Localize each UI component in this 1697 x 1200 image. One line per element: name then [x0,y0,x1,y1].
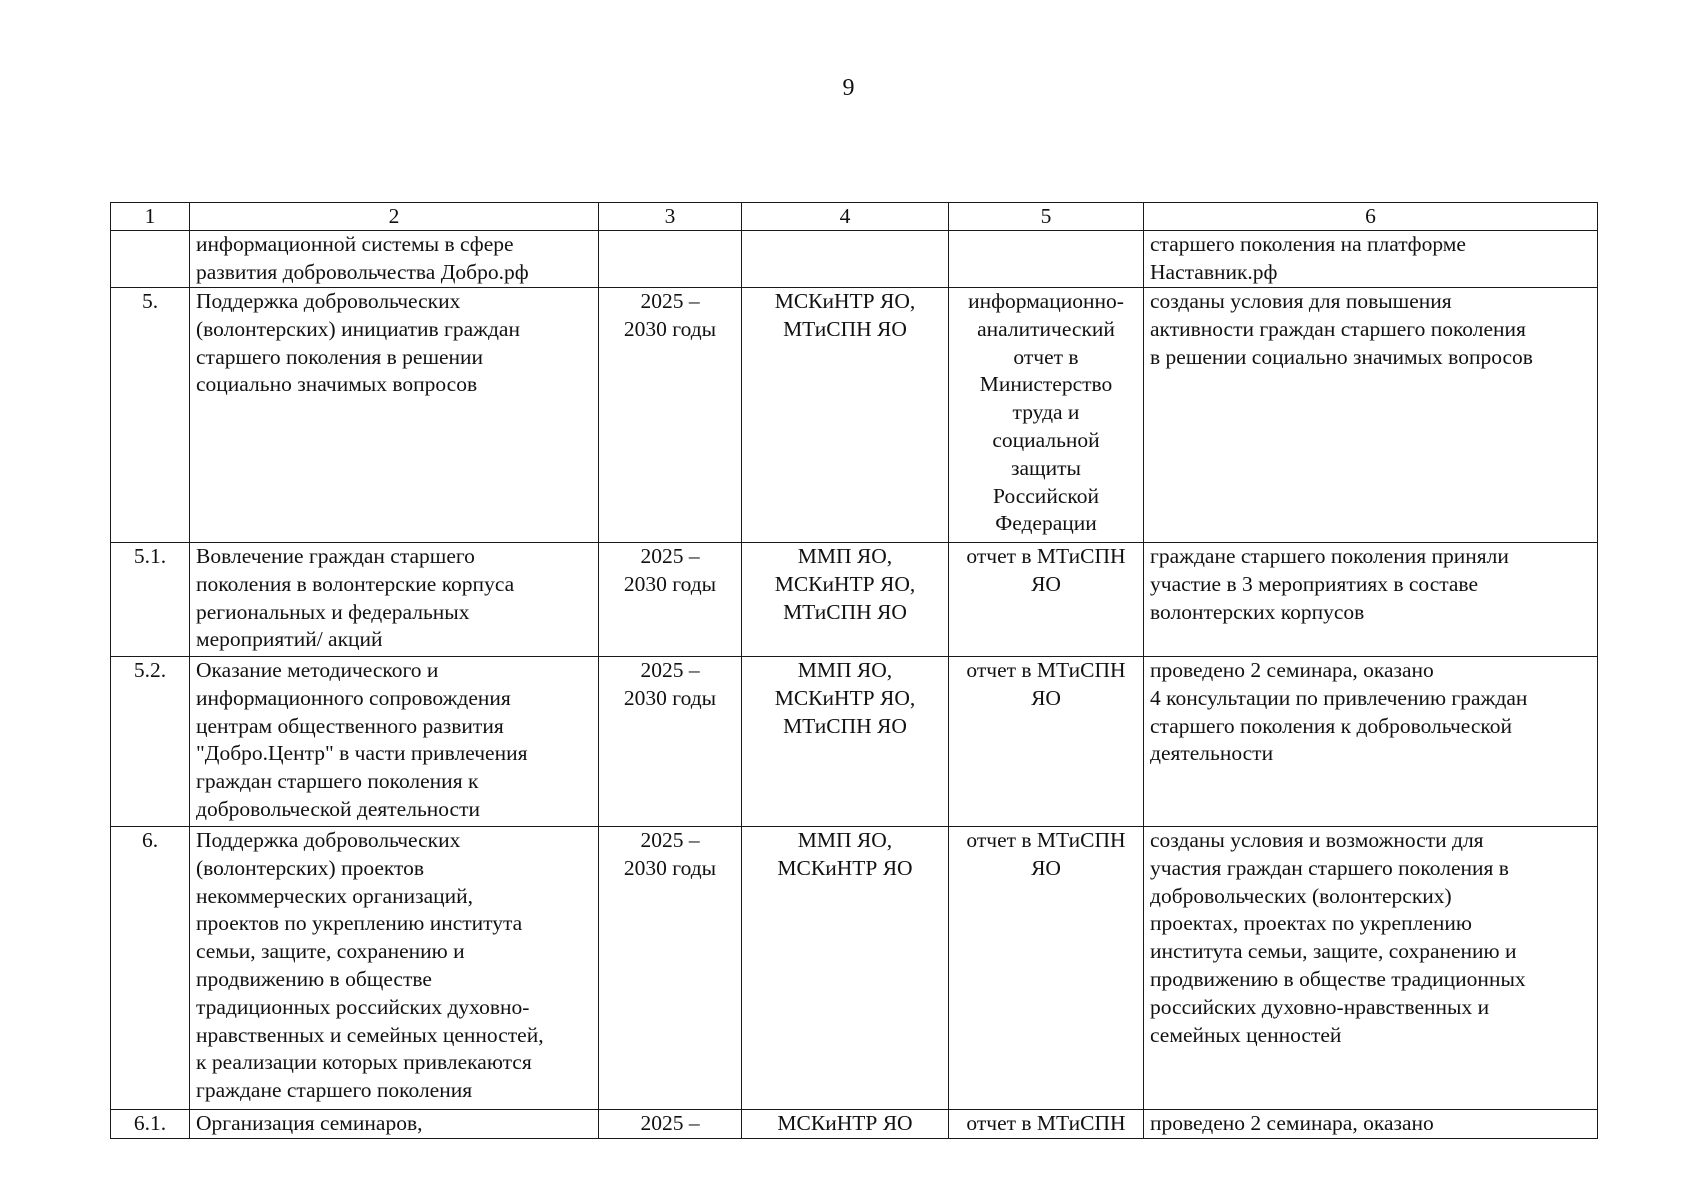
executors-cell [742,1110,949,1139]
activity-plan-table [110,202,1598,1139]
cell-text-line: проведено 2 семинара, оказано [1150,1111,1434,1135]
cell-text-line: 2030 годы [623,685,717,710]
period-cell [599,543,742,657]
cell-text-line: 2025 – [640,544,700,568]
cell-text-line: семейных ценностей [1150,1022,1342,1047]
cell-text-line: 2025 – [640,289,700,313]
column-number-cell: 3 [599,203,742,231]
cell-text-line: Оказание методического и [196,658,439,682]
cell-text-line: 5. [141,289,159,313]
cell-text-line: МСКиНТР ЯО, [774,571,916,596]
period-cell [599,1110,742,1139]
row-number-cell [111,827,190,1110]
cell-text-line: 6.1. [133,1111,167,1135]
cell-text-line: старшего поколения к добровольческой [1150,713,1512,738]
cell-text-line: социальной [992,427,1100,452]
cell-text-line: Федерации [995,511,1097,536]
cell-text-line: "Добро.Центр" в части привлечения [196,741,528,766]
cell-text-line: (волонтерских) проектов [196,855,425,880]
cell-text-line: 5.1. [133,544,167,568]
activity-cell [190,231,599,288]
column-number-cell: 4 [742,203,949,231]
cell-text-line: Поддержка добровольческих [196,289,461,313]
cell-text-line: информационной системы в сфере [196,232,514,256]
table-row [111,288,1598,543]
cell-text-line: МСКиНТР ЯО, [774,289,916,313]
cell-text-line: социально значимых вопросов [196,372,478,397]
cell-text-line: деятельности [1150,741,1274,766]
cell-text-line: 2030 годы [623,571,717,596]
activity-cell [190,288,599,543]
executors-cell [742,827,949,1110]
cell-text-line: волонтерских корпусов [1150,599,1365,624]
cell-text-line: ЯО [1031,571,1061,596]
row-number-cell [111,288,190,543]
cell-text-line: 2025 – [640,828,700,852]
cell-text-line: нравственных и семейных ценностей, [196,1022,544,1047]
cell-text-line: традиционных российских духовно- [196,994,530,1019]
row-number-cell [111,231,190,288]
cell-text-line: в решении социально значимых вопросов [1150,344,1533,369]
report-form-cell [949,288,1144,543]
report-form-cell [949,827,1144,1110]
cell-text-line: Организация семинаров, [196,1111,423,1135]
expected-result-cell [1144,543,1598,657]
cell-text-line: МТиСПН ЯО [783,713,907,738]
cell-text-line: информационного сопровождения [196,685,511,710]
column-number-row [111,203,1598,231]
cell-text-line: продвижению в обществе традиционных [1150,966,1526,991]
cell-text-line: МТиСПН ЯО [783,316,907,341]
cell-text-line: ММП ЯО, [797,544,893,568]
table-body [111,231,1598,1139]
cell-text-line: труда и [1012,400,1080,425]
cell-text-line: отчет в МТиСПН [966,544,1126,568]
cell-text-line: 2030 годы [623,855,717,880]
report-form-cell [949,231,1144,288]
report-form-cell [949,657,1144,827]
cell-text-line: института семьи, защите, сохранению и [1150,939,1517,964]
cell-text-line: проектов по укреплению института [196,911,523,936]
cell-text-line: активности граждан старшего поколения [1150,316,1526,341]
expected-result-cell [1144,827,1598,1110]
period-cell [599,827,742,1110]
cell-text-line: Поддержка добровольческих [196,828,461,852]
expected-result-cell [1144,657,1598,827]
cell-text-line: проведено 2 семинара, оказано [1150,658,1434,682]
column-number-cell: 1 [111,203,190,231]
cell-text-line: аналитический [977,316,1115,341]
cell-text-line: 2025 – [640,658,700,682]
activity-cell [190,827,599,1110]
cell-text-line: некоммерческих организаций, [196,883,474,908]
cell-text-line: ЯО [1031,685,1061,710]
cell-text-line: МСКиНТР ЯО [777,855,913,880]
cell-text-line: старшего поколения в решении [196,344,484,369]
cell-text-line: 2030 годы [623,316,717,341]
period-cell [599,288,742,543]
table-row [111,657,1598,827]
cell-text-line: Министерство [979,372,1113,397]
cell-text-line: Наставник.рф [1150,259,1278,284]
cell-text-line: российских духовно-нравственных и [1150,994,1490,1019]
table-row [111,543,1598,657]
cell-text-line: центрам общественного развития [196,713,504,738]
cell-text-line: ММП ЯО, [797,828,893,852]
cell-text-line: отчет в [1013,344,1079,369]
cell-text-line: граждане старшего поколения [196,1078,473,1103]
cell-text-line: региональных и федеральных [196,599,470,624]
cell-text-line: поколения в волонтерские корпуса [196,571,515,596]
period-cell [599,657,742,827]
cell-text-line: ЯО [1031,855,1061,880]
executors-cell [742,288,949,543]
row-number-cell [111,1110,190,1139]
cell-text-line: информационно- [968,289,1124,313]
cell-text-line: продвижению в обществе [196,966,432,991]
period-cell [599,231,742,288]
cell-text-line: отчет в МТиСПН [966,828,1126,852]
cell-text-line: добровольческих (волонтерских) [1150,883,1452,908]
row-number-cell [111,543,190,657]
cell-text-line: семьи, защите, сохранению и [196,939,465,964]
cell-text-line: отчет в МТиСПН [966,658,1126,682]
cell-text-line: участия граждан старшего поколения в [1150,855,1509,880]
expected-result-cell [1144,231,1598,288]
expected-result-cell [1144,1110,1598,1139]
cell-text-line: проектах, проектах по укреплению [1150,911,1472,936]
cell-text-line: созданы условия и возможности для [1150,828,1484,852]
table-row [111,1110,1598,1139]
cell-text-line: ММП ЯО, [797,658,893,682]
activity-cell [190,543,599,657]
cell-text-line: Российской [993,483,1099,508]
cell-text-line: (волонтерских) инициатив граждан [196,316,520,341]
executors-cell [742,231,949,288]
report-form-cell [949,1110,1144,1139]
table-row [111,827,1598,1110]
cell-text-line: к реализации которых привлекаются [196,1050,532,1075]
activity-cell [190,657,599,827]
executors-cell [742,543,949,657]
cell-text-line: граждан старшего поколения к [196,769,479,794]
report-form-cell [949,543,1144,657]
expected-result-cell [1144,288,1598,543]
activity-cell [190,1110,599,1139]
column-number-cell: 5 [949,203,1144,231]
cell-text-line: МСКиНТР ЯО [777,1111,913,1135]
cell-text-line: развития добровольчества Добро.рф [196,259,529,284]
cell-text-line: защиты [1011,455,1081,480]
page-number: 9 [842,75,855,101]
cell-text-line: 6. [141,828,159,852]
row-number-cell [111,657,190,827]
cell-text-line: Вовлечение граждан старшего [196,544,475,568]
cell-text-line: 2025 – [640,1111,700,1135]
cell-text-line: отчет в МТиСПН [966,1111,1126,1135]
cell-text-line: созданы условия для повышения [1150,289,1452,313]
table-row [111,231,1598,288]
executors-cell [742,657,949,827]
cell-text-line: 5.2. [133,658,167,682]
cell-text-line: МТиСПН ЯО [783,599,907,624]
column-number-cell: 2 [190,203,599,231]
cell-text-line: старшего поколения на платформе [1150,232,1466,256]
cell-text-line: участие в 3 мероприятиях в составе [1150,571,1479,596]
cell-text-line: мероприятий/ акций [196,627,383,652]
column-number-cell: 6 [1144,203,1598,231]
cell-text-line: добровольческой деятельности [196,796,480,821]
cell-text-line: граждане старшего поколения приняли [1150,544,1509,568]
cell-text-line: МСКиНТР ЯО, [774,685,916,710]
cell-text-line: 4 консультации по привлечению граждан [1150,685,1528,710]
